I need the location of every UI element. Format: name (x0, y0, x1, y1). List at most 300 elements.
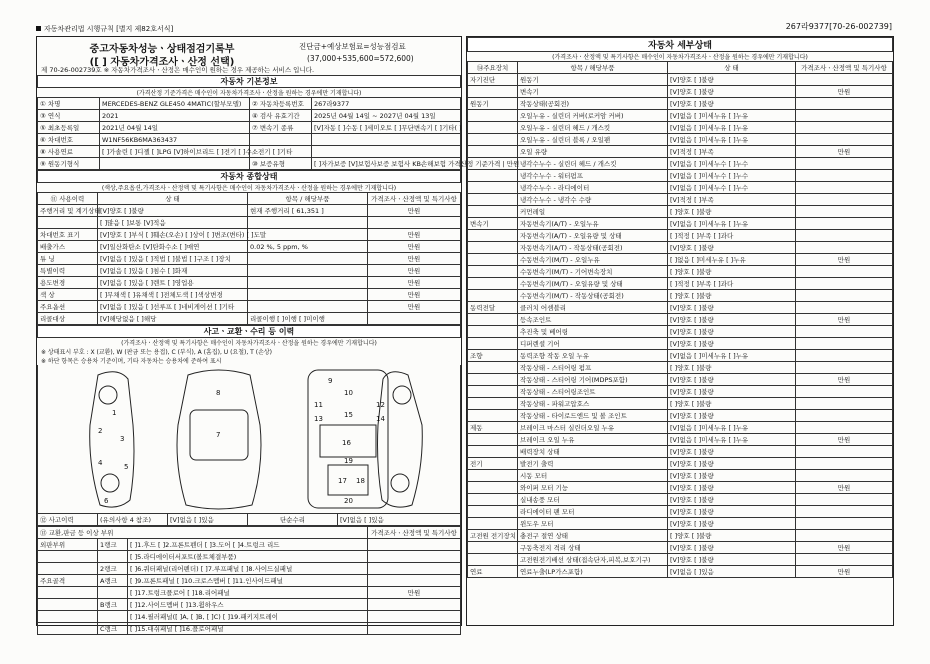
overall-status-cell: [V]해당없음 [ ]해당 (98, 313, 248, 325)
detail-cell: [V]적정 [ ]부족 (668, 146, 796, 158)
detail-note: (가격조사ㆍ산정액 및 특기사항은 매수인이 자동차가격조사ㆍ산정을 원하는 경우에만 기재합니다) (552, 54, 808, 61)
detail-cell: [V]양호 [ ]불량 (668, 482, 796, 494)
exchange-cell (38, 563, 98, 575)
exchange-cell (98, 587, 128, 599)
detail-cell: 시동 모터 (518, 470, 668, 482)
exchange-cell: 2랭크 (98, 563, 128, 575)
detail-cell (468, 386, 518, 398)
detail-row (468, 338, 893, 350)
detail-row (468, 110, 893, 122)
detail-cell: [V]없음 [ ]미세누유 [ ]누유 (668, 350, 796, 362)
detail-cell: [V]양호 [ ]불량 (668, 86, 796, 98)
detail-cell: [V]없음 [ ]미세누유 [ ]누유 (668, 422, 796, 434)
detail-cell: 작동상태 - 스티어링 기어(MDPS포함) (518, 374, 668, 386)
basic-info-cell: ③ 연식 (38, 110, 100, 122)
accident-history-table (37, 513, 461, 526)
detail-cell (468, 314, 518, 326)
detail-cell (796, 290, 893, 302)
overall-status-cell: [ ]무채색 [ ]유채색 [ ]전체도색 [ ]색상변경 (98, 289, 248, 301)
detail-head-price: 가격조사ㆍ산정액 및 특기사항 (796, 62, 893, 74)
overall-status-cell (248, 217, 368, 229)
detail-cell (468, 326, 518, 338)
basic-info-cell (100, 158, 250, 170)
detail-cell (468, 242, 518, 254)
detail-cell: 자기진단 (468, 74, 518, 86)
overall-status-cell: 리콜이행 [ ]이행 [ ]미이행 (248, 313, 368, 325)
detail-cell (796, 398, 893, 410)
form-reference: 자동차관리법 시행규칙 [별지 제82호서식] (36, 24, 173, 34)
detail-cell (796, 302, 893, 314)
detail-row (468, 422, 893, 434)
detail-title: 자동차 세부상태 (467, 37, 893, 52)
detail-cell: [V]양호 [ ]불량 (668, 302, 796, 314)
car-diagram-svg (38, 365, 462, 513)
car-num-11: 11 (314, 401, 323, 409)
exchange-head: 가격조사ㆍ산정액 및 특기사항 (368, 527, 461, 539)
fee-values: (37,000+535,600=572,600) (307, 54, 414, 63)
detail-cell: 만원 (796, 146, 893, 158)
basic-info-cell: ⑧ 사용연료 (38, 146, 100, 158)
detail-row (468, 194, 893, 206)
detail-cell: 만원 (796, 374, 893, 386)
simple-repair-value: [V]없음 [ ]있음 (338, 514, 461, 526)
detail-cell (796, 338, 893, 350)
overall-status-cell (248, 253, 368, 265)
overall-status-row (38, 265, 461, 277)
detail-cell: [V]양호 [ ]불량 (668, 470, 796, 482)
detail-cell: [V]양호 [ ]불량 (668, 494, 796, 506)
overall-status-cell: 용도변경 (38, 277, 98, 289)
detail-cell (796, 386, 893, 398)
detail-cell: 만원 (796, 314, 893, 326)
exchange-cell (38, 611, 98, 623)
detail-cell (468, 134, 518, 146)
detail-row (468, 542, 893, 554)
basic-info-cell: ⑦ 변속기 종류 (250, 122, 312, 134)
detail-row (468, 374, 893, 386)
exchange-value (368, 563, 461, 575)
exchange-cell: 주요골격 (38, 575, 98, 587)
overall-status-cell: [V]없음 [ ]있음 [ ]적법 [ ]불법 [ ]구조 [ ]장치 (98, 253, 248, 265)
overall-status-cell: 0.02 %, 5 ppm, % (248, 241, 368, 253)
basic-info-cell: [V]자동 [ ]수동 [ ]세미오토 [ ]무단변속기 [ ]기타( ) (312, 122, 461, 134)
exchange-cell: [ ]6.쿼터패널(리어펜더) [ ]7.루프패널 [ ]8.사이드실패널 (128, 563, 368, 575)
detail-cell: 조향 (468, 350, 518, 362)
accident-label: ⑫ 사고이력 (38, 514, 98, 526)
exchange-value (368, 599, 461, 611)
exchange-cell: [ ]17.트렁크플로어 [ ]18.리어패널 (128, 587, 368, 599)
exchange-row (38, 611, 461, 623)
detail-cell (468, 338, 518, 350)
car-num-3: 3 (120, 435, 125, 443)
exchange-value: 만원 (368, 587, 461, 599)
detail-cell: [V]양호 [ ]불량 (668, 326, 796, 338)
detail-cell (796, 98, 893, 110)
detail-cell: 수동변속기(M/T) - 작동상태(공회전) (518, 290, 668, 302)
detail-cell (468, 266, 518, 278)
legend-symbols: ※ 상태표시 부호 : X (교환), W (판금 또는 용접), C (부식), A (흠집), U (요철), T (손상) (41, 349, 273, 356)
exchange-cell: [ ]14.필러패널([ ]A, [ ]B, [ ]C) [ ]19.패키지트레이 (128, 611, 368, 623)
detail-cell (796, 230, 893, 242)
detail-cell (468, 542, 518, 554)
detail-row (468, 230, 893, 242)
overall-status-table (37, 192, 461, 325)
detail-cell: 등속조인트 (518, 314, 668, 326)
accident-title: 사고ㆍ교환ㆍ수리 등 이력 (37, 325, 461, 338)
document-number: 267라9377[70-26-002739] (785, 22, 892, 31)
detail-cell: 원동기 (468, 98, 518, 110)
detail-cell (468, 146, 518, 158)
detail-cell: [V]없음 [ ]미세누수 [ ]누수 (668, 170, 796, 182)
detail-row (468, 470, 893, 482)
detail-cell: [V]없음 [ ]미세누유 [ ]누유 (668, 218, 796, 230)
car-num-6: 6 (104, 497, 109, 505)
detail-cell: 수동변속기(M/T) - 오일누유 (518, 254, 668, 266)
detail-row (468, 482, 893, 494)
detail-cell (796, 122, 893, 134)
overall-status-cell: 튜 닝 (38, 253, 98, 265)
exchange-cell (98, 611, 128, 623)
detail-cell: [ ]적정 [ ]부족 [ ]과다 (668, 230, 796, 242)
detail-cell (468, 254, 518, 266)
detail-cell: 오일누유 - 실린더 커버(로커암 커버) (518, 110, 668, 122)
detail-row (468, 146, 893, 158)
basic-info-cell: ① 차명 (38, 98, 100, 110)
overall-status-cell: 특별이력 (38, 265, 98, 277)
detail-cell (796, 134, 893, 146)
detail-cell (468, 398, 518, 410)
accident-ref: (유의사항 4 참조) (98, 514, 168, 526)
overall-status-cell: 만원 (368, 289, 461, 301)
detail-cell (796, 410, 893, 422)
detail-cell (796, 362, 893, 374)
exchange-cell: [ ]12.사이드멤버 [ ]13.휠하우스 (128, 599, 368, 611)
overall-status-cell: [V]양호 [ ]부식 [ ]훼손(오손) [ ]상이 [ ]변조(변타) [ ]도말 (98, 229, 248, 241)
basic-info-cell: 2021 (100, 110, 250, 122)
exchange-row (38, 563, 461, 575)
car-num-15: 15 (344, 411, 353, 419)
detail-head-item: 항목 / 해당부품 (518, 62, 668, 74)
detail-cell: 만원 (796, 86, 893, 98)
car-num-13: 13 (314, 415, 323, 423)
overall-status-cell: 만원 (368, 241, 461, 253)
detail-cell: 윈도우 모터 (518, 518, 668, 530)
detail-cell: 작동상태 - 타이로드엔드 및 볼 조인트 (518, 410, 668, 422)
detail-cell (796, 458, 893, 470)
detail-cell: [V]적정 [ ]부족 (668, 194, 796, 206)
exchange-cell: [ ]1.후드 [ ]2.프론트펜더 [ ]3.도어 [ ]4.트렁크 리드 (128, 539, 368, 551)
detail-row (468, 302, 893, 314)
overall-status-cell: [V]없음 [ ]있음 [ ]선루프 [ ]네비게이션 [ ]기타 (98, 301, 248, 313)
overall-status-cell: 만원 (368, 229, 461, 241)
detail-row (468, 386, 893, 398)
detail-row (468, 206, 893, 218)
basic-info-row (38, 122, 461, 134)
basic-info-cell: ⑤ 최초등록일 (38, 122, 100, 134)
detail-cell: 수동변속기(M/T) - 오일유량 및 상태 (518, 278, 668, 290)
basic-info-row (38, 98, 461, 110)
car-num-20: 20 (344, 497, 353, 505)
exchange-title: ⑬ 교환,판금 등 이상 부위 (38, 527, 368, 539)
detail-row (468, 506, 893, 518)
overall-status-cell: 만원 (368, 265, 461, 277)
detail-cell: 변속기 (468, 218, 518, 230)
detail-row (468, 158, 893, 170)
detail-cell: 추진축 및 베어링 (518, 326, 668, 338)
form-subtitle: ([ ] 자동차가격조사ㆍ산정 선택) (89, 57, 235, 68)
overall-status-cell: 차대번호 표기 (38, 229, 98, 241)
detail-cell: [ ]양호 [ ]불량 (668, 530, 796, 542)
detail-cell: 냉각수누수 - 냉각수 수량 (518, 194, 668, 206)
exchange-cell: A랭크 (98, 575, 128, 587)
detail-cell (468, 554, 518, 566)
detail-cell: 브레이크 오일 누유 (518, 434, 668, 446)
basic-info-row (38, 146, 461, 158)
detail-cell (796, 266, 893, 278)
detail-cell: [V]없음 [ ]미세누유 [ ]누유 (668, 110, 796, 122)
detail-cell (468, 518, 518, 530)
car-num-17: 17 (338, 477, 347, 485)
right-panel (466, 36, 894, 626)
detail-cell: 오일누유 - 실린더 블록 / 오일팬 (518, 134, 668, 146)
overall-status-cell: 색 상 (38, 289, 98, 301)
car-num-2: 2 (98, 427, 103, 435)
detail-cell: 라디에이터 팬 모터 (518, 506, 668, 518)
basic-info-note: (가격산정 기준가격은 매수인이 자동차가격조사ㆍ산정을 원하는 경우에만 기재합니다) (136, 90, 362, 97)
detail-cell (468, 506, 518, 518)
overall-status-row (38, 241, 461, 253)
car-num-16: 16 (342, 439, 351, 447)
detail-row (468, 242, 893, 254)
basic-info-cell: MERCEDES-BENZ GLE450 4MATIC(할부모델) (100, 98, 250, 110)
basic-info-cell: ⑨ 원동기형식 (38, 158, 100, 170)
fee-label: 진단금+예상보험료=성능점검료 (299, 42, 406, 51)
detail-cell: 자동변속기(A/T) - 오일유량 및 상태 (518, 230, 668, 242)
detail-row (468, 530, 893, 542)
overall-status-note: (색상,주요옵션,가격조사ㆍ산정액 및 특기사항은 매수인이 자동차가격조사ㆍ산정을 원하는 경우에만 기재합니다) (101, 185, 397, 192)
detail-table (467, 61, 893, 578)
overall-status-cell (38, 217, 98, 229)
basic-info-cell: ⑥ 차대번호 (38, 134, 100, 146)
overall-status-cell: [V]양호 [ ]불량 (98, 205, 248, 217)
detail-cell (468, 86, 518, 98)
basic-info-cell: ⑩ 보증유형 (250, 158, 312, 170)
basic-info-cell: W1NF56KB6MA363437 (100, 134, 250, 146)
detail-cell (796, 530, 893, 542)
detail-cell: 제동 (468, 422, 518, 434)
detail-cell: 냉각수누수 - 실린더 헤드 / 개스킷 (518, 158, 668, 170)
overall-status-cell: [V]일산화탄소 [V]탄화수소 [ ]매연 (98, 241, 248, 253)
detail-cell: 자동변속기(A/T) - 작동상태(공회전) (518, 242, 668, 254)
detail-cell: [V]양호 [ ]불량 (668, 506, 796, 518)
detail-cell: [ ]양호 [ ]불량 (668, 206, 796, 218)
basic-info-row (38, 134, 461, 146)
basic-info-cell: 2021년 04월 14일 (100, 122, 250, 134)
exchange-cell (38, 587, 98, 599)
overall-status-cell (248, 277, 368, 289)
detail-row (468, 218, 893, 230)
detail-cell (796, 218, 893, 230)
detail-cell: [V]없음 [ ]미세누수 [ ]누수 (668, 158, 796, 170)
detail-row (468, 182, 893, 194)
detail-cell (468, 158, 518, 170)
detail-cell: [V]양호 [ ]불량 (668, 314, 796, 326)
car-diagram (37, 365, 461, 513)
exchange-cell: B랭크 (98, 599, 128, 611)
detail-cell: [V]없음 [ ]있음 (668, 566, 796, 578)
detail-cell: 작동상태 - 스티어링 펌프 (518, 362, 668, 374)
exchange-row (38, 575, 461, 587)
car-num-4: 4 (98, 459, 103, 467)
simple-repair-label: 단순수리 (248, 514, 338, 526)
car-num-5: 5 (124, 463, 129, 471)
exchange-cell: C랭크 (98, 623, 128, 635)
basic-info-cell (312, 146, 461, 158)
detail-cell: [ ]양호 [ ]불량 (668, 290, 796, 302)
detail-cell: 연료누출(LP가스포함) (518, 566, 668, 578)
detail-cell: 동력전달 (468, 302, 518, 314)
detail-row (468, 74, 893, 86)
detail-cell: 브레이크 마스터 실린더오일 누유 (518, 422, 668, 434)
detail-cell: 수동변속기(M/T) - 기어변속장치 (518, 266, 668, 278)
exchange-cell: 1랭크 (98, 539, 128, 551)
detail-row (468, 98, 893, 110)
detail-cell: [V]없음 [ ]미세누유 [ ]누유 (668, 134, 796, 146)
detail-cell (796, 194, 893, 206)
car-right-side (378, 372, 423, 507)
detail-cell: 오일누유 - 실린더 헤드 / 개스킷 (518, 122, 668, 134)
detail-cell: [ ]양호 [ ]불량 (668, 362, 796, 374)
detail-cell: 만원 (796, 566, 893, 578)
detail-row (468, 362, 893, 374)
detail-head-status: 상 태 (668, 62, 796, 74)
overall-status-row (38, 289, 461, 301)
detail-cell: [ ]양호 [ ]불량 (668, 266, 796, 278)
detail-cell (468, 482, 518, 494)
detail-row (468, 278, 893, 290)
detail-cell (468, 230, 518, 242)
overall-status-row (38, 217, 461, 229)
detail-row (468, 134, 893, 146)
detail-cell: 발전기 출력 (518, 458, 668, 470)
basic-info-row (38, 110, 461, 122)
overall-status-cell: [ ]많음 [ ]보통 [V]적음 (98, 217, 248, 229)
detail-cell: 자동변속기(A/T) - 오일누유 (518, 218, 668, 230)
detail-cell: [ ]적정 [ ]부족 [ ]과다 (668, 278, 796, 290)
detail-cell: 연료 (468, 566, 518, 578)
car-num-19: 19 (344, 457, 353, 465)
detail-row (468, 326, 893, 338)
car-num-18: 18 (356, 477, 365, 485)
detail-cell: 변속기 (518, 86, 668, 98)
detail-cell: 와이퍼 모터 기능 (518, 482, 668, 494)
overall-status-cell (368, 217, 461, 229)
detail-cell: 만원 (796, 434, 893, 446)
detail-cell (796, 242, 893, 254)
document-no-line: 제 70-26-002739호 ※ 자동차가격조사ㆍ산정은 매수인이 원하는 경우 제공하는 서비스 입니다. (41, 66, 315, 74)
overall-status-cell (368, 313, 461, 325)
car-num-7: 7 (216, 431, 221, 439)
detail-cell: 냉각수누수 - 라디에이터 (518, 182, 668, 194)
basic-info-cell: [ ]자가보증 [V]보험사보증 보험사 KB손해보험 가격산정 기준가격 | 만원 (312, 158, 461, 170)
exchange-value (368, 539, 461, 551)
overall-status-cell: 리콜대상 (38, 313, 98, 325)
overall-status-cell: 현재 주행거리 [ 61,351 ] (248, 205, 368, 217)
detail-cell: 구동축전지 격리 상태 (518, 542, 668, 554)
detail-cell: 충전구 절연 상태 (518, 530, 668, 542)
exchange-cell: [ ]9.프론트패널 [ ]10.크로스멤버 [ ]11.인사이드패널 (128, 575, 368, 587)
overall-head-price: 가격조사ㆍ산정액 및 특기사항 (368, 193, 461, 205)
car-num-14: 14 (376, 415, 385, 423)
detail-cell (796, 506, 893, 518)
basic-info-cell: ② 자동차등록번호 (250, 98, 312, 110)
detail-cell: 배력장치 상태 (518, 446, 668, 458)
detail-cell (796, 470, 893, 482)
detail-cell: [V]양호 [ ]불량 (668, 338, 796, 350)
detail-cell (796, 110, 893, 122)
detail-cell: 작동상태 - 파워고압호스 (518, 398, 668, 410)
car-num-9: 9 (328, 377, 333, 385)
detail-cell (796, 518, 893, 530)
detail-cell: [V]양호 [ ]불량 (668, 518, 796, 530)
car-num-10: 10 (344, 389, 353, 397)
detail-cell (468, 290, 518, 302)
detail-cell: 만원 (796, 482, 893, 494)
detail-cell: 만원 (796, 254, 893, 266)
exchange-cell (38, 551, 98, 563)
exchange-cell: [ ]5.라디에이터서포트(볼트체결부품) (128, 551, 368, 563)
exchange-row (38, 587, 461, 599)
detail-cell (796, 278, 893, 290)
detail-cell: 디퍼렌셜 기어 (518, 338, 668, 350)
exchange-cell (38, 599, 98, 611)
basic-info-cell: 267라9377 (312, 98, 461, 110)
detail-cell: 고전원 전기장치 (468, 530, 518, 542)
detail-row (468, 458, 893, 470)
detail-cell: 작동상태 - 스티어링조인트 (518, 386, 668, 398)
detail-cell (796, 350, 893, 362)
detail-cell (796, 554, 893, 566)
detail-row (468, 170, 893, 182)
overall-status-cell: [V]없음 [ ]있음 [ ]렌트 [ ]영업용 (98, 277, 248, 289)
detail-cell: 전기 (468, 458, 518, 470)
basic-info-table (37, 97, 520, 170)
basic-info-cell (312, 134, 461, 146)
accident-value: [V]없음 [ ]있음 (168, 514, 248, 526)
detail-row (468, 398, 893, 410)
overall-status-row (38, 205, 461, 217)
detail-cell (468, 362, 518, 374)
detail-cell: [V]양호 [ ]불량 (668, 374, 796, 386)
detail-cell (468, 110, 518, 122)
basic-info-cell (250, 134, 312, 146)
detail-row (468, 350, 893, 362)
overall-status-cell: 만원 (368, 277, 461, 289)
accident-note: (가격조사ㆍ산정액 및 특기사항은 매수인이 자동차가격조사ㆍ산정을 원하는 경우에만 기재합니다) (121, 340, 377, 347)
basic-info-cell: [ ]가솔린 [ ]디젤 [ ]LPG [V]하이브리드 [ ]전기 [ ]수소전기 [ ]기타 (100, 146, 250, 158)
exchange-row (38, 539, 461, 551)
detail-cell: [V]없음 [ ]미세누유 [ ]누유 (668, 122, 796, 134)
overall-status-cell: 주행거리 및 계기상태 (38, 205, 98, 217)
detail-cell (796, 182, 893, 194)
detail-cell (796, 446, 893, 458)
detail-cell (796, 170, 893, 182)
basic-info-cell: 2025년 04월 14일 ~ 2027년 04월 13일 (312, 110, 461, 122)
detail-row (468, 86, 893, 98)
exchange-row (38, 551, 461, 563)
exchange-value (368, 551, 461, 563)
detail-cell: 클러치 어셈블리 (518, 302, 668, 314)
